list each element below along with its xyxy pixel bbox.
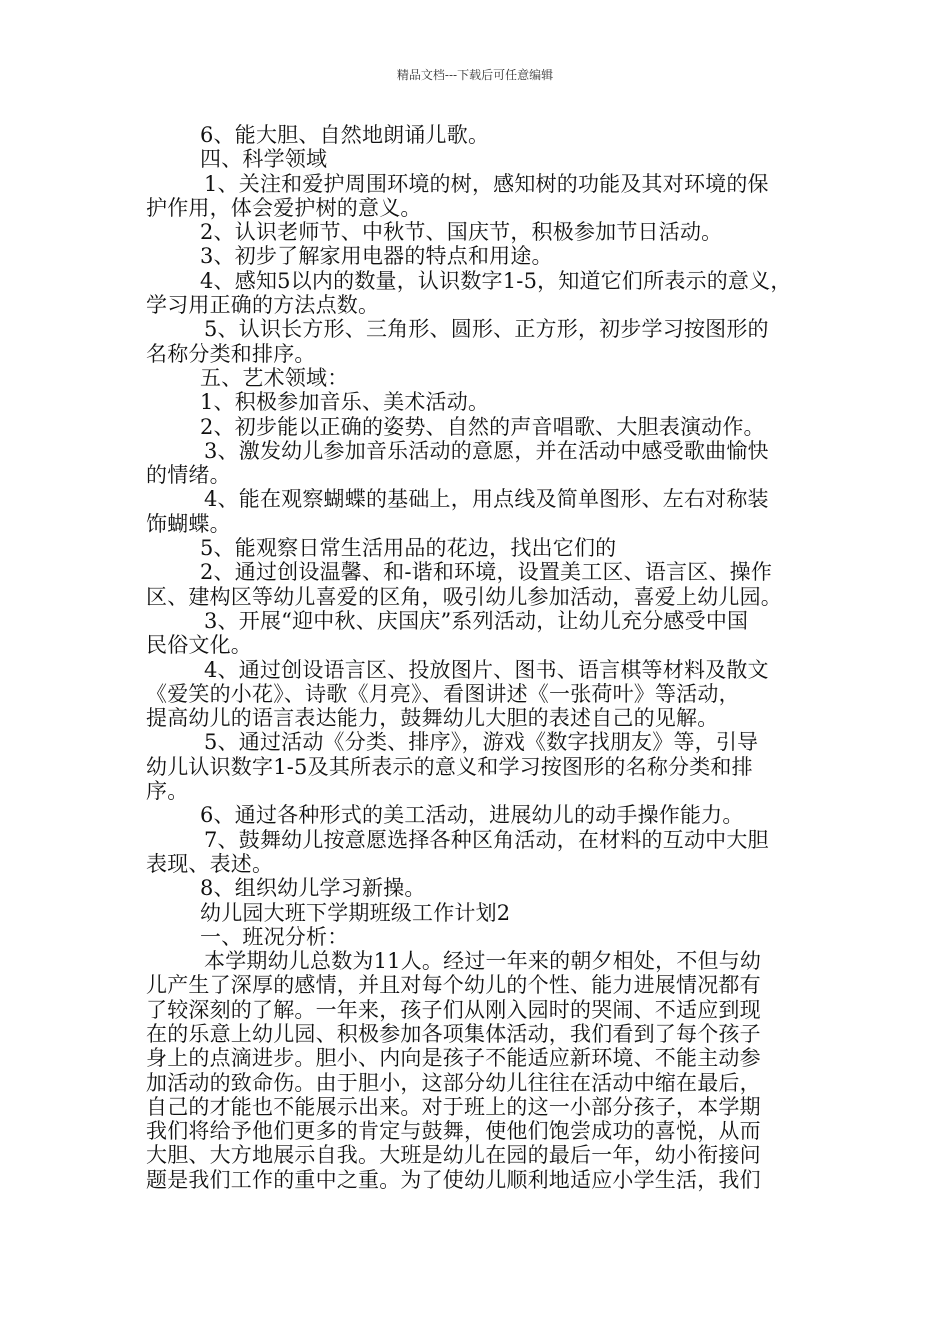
text-line: 的情绪。 <box>146 463 231 488</box>
text-line: 四、科学领域 <box>200 147 328 172</box>
text-line: 了较深刻的了解。一年来，孩子们从刚入园时的哭闹、不适应到现 <box>146 997 761 1022</box>
text-line: 5、能观察日常生活用品的花边，找出它们的 <box>200 536 617 561</box>
text-line: 身上的点滴进步。胆小、内向是孩子不能适应新环境、不能主动参 <box>146 1046 761 1071</box>
text-line: 8、组织幼儿学习新操。 <box>200 876 426 901</box>
text-line: 2、初步能以正确的姿势、自然的声音唱歌、大胆表演动作。 <box>200 414 765 439</box>
text-line: 3、激发幼儿参加音乐活动的意愿，并在活动中感受歌曲愉快 <box>204 438 769 463</box>
text-line: 加活动的致命伤。由于胆小，这部分幼儿往往在活动中缩在最后， <box>146 1070 761 1095</box>
text-line: 表现、表述。 <box>146 851 274 876</box>
text-line: 3、初步了解家用电器的特点和用途。 <box>200 244 553 269</box>
text-line: 饰蝴蝶。 <box>146 511 231 536</box>
text-line: 民俗文化。 <box>146 633 252 658</box>
text-line: 《爱笑的小花》、诗歌《月亮》、看图讲述《一张荷叶》等活动， <box>146 681 740 706</box>
text-line: 题是我们工作的重中之重。为了使幼儿顺利地适应小学生活，我们 <box>146 1167 761 1192</box>
text-line: 2、认识老师节、中秋节、国庆节，积极参加节日活动。 <box>200 220 723 245</box>
text-line: 护作用，体会爱护树的意义。 <box>146 195 422 220</box>
text-line: 6、能大胆、自然地朗诵儿歌。 <box>200 123 490 147</box>
text-line: 幼儿园大班下学期班级工作计划2 <box>200 900 511 925</box>
text-line: 幼儿认识数字1-5及其所表示的意义和学习按图形的名称分类和排 <box>146 754 753 779</box>
text-line: 名称分类和排序。 <box>146 341 316 366</box>
text-line: 本学期幼儿总数为11人。经过一年来的朝夕相处，不但与幼 <box>204 949 762 974</box>
text-line: 5、通过活动《分类、排序》，游戏《数字找朋友》等，引导 <box>204 730 759 755</box>
text-line: 我们将给予他们更多的肯定与鼓舞，使他们饱尝成功的喜悦，从而 <box>146 1119 761 1144</box>
text-line: 区、建构区等幼儿喜爱的区角，吸引幼儿参加活动，喜爱上幼儿园。 <box>146 584 782 609</box>
text-line: 5、认识长方形、三角形、圆形、正方形，初步学习按图形的 <box>204 317 769 342</box>
text-line: 五、艺术领域： <box>200 365 349 390</box>
document-body <box>146 123 810 1192</box>
page-header: 精品文档---下载后可任意编辑 <box>396 68 554 82</box>
text-line: 大胆、大方地展示自我。大班是幼儿在园的最后一年，幼小衔接问 <box>146 1143 761 1168</box>
text-line: 提高幼儿的语言表达能力，鼓舞幼儿大胆的表述自己的见解。 <box>146 706 719 731</box>
text-line: 2、通过创设温馨、和-谐和环境，设置美工区、语言区、操作 <box>200 560 773 585</box>
text-line: 1、关注和爱护周围环境的树，感知树的功能及其对环境的保 <box>204 171 769 196</box>
text-line: 6、通过各种形式的美工活动，进展幼儿的动手操作能力。 <box>200 803 744 828</box>
text-line: 4、能在观察蝴蝶的基础上，用点线及简单图形、左右对称装 <box>204 487 769 512</box>
text-line: 儿产生了深厚的感情，并且对每个幼儿的个性、能力进展情况都有 <box>146 973 761 998</box>
text-line: 7、鼓舞幼儿按意愿选择各种区角活动，在材料的互动中大胆 <box>204 827 769 852</box>
text-line: 1、积极参加音乐、美术活动。 <box>200 390 490 415</box>
text-line: 4、通过创设语言区、投放图片、图书、语言棋等材料及散文 <box>204 657 769 682</box>
text-line: 序。 <box>146 779 189 804</box>
text-line: 4、感知5以内的数量，认识数字1-5，知道它们所表示的意义， <box>200 268 792 293</box>
text-line: 3、开展“迎中秋、庆国庆”系列活动，让幼儿充分感受中国 <box>204 608 749 633</box>
text-line: 在的乐意上幼儿园、积极参加各项集体活动，我们看到了每个孩子 <box>146 1021 761 1046</box>
text-line: 自己的才能也不能展示出来。对于班上的这一小部分孩子，本学期 <box>146 1094 761 1119</box>
text-line: 一、班况分析： <box>200 924 349 949</box>
text-line: 学习用正确的方法点数。 <box>146 293 380 318</box>
